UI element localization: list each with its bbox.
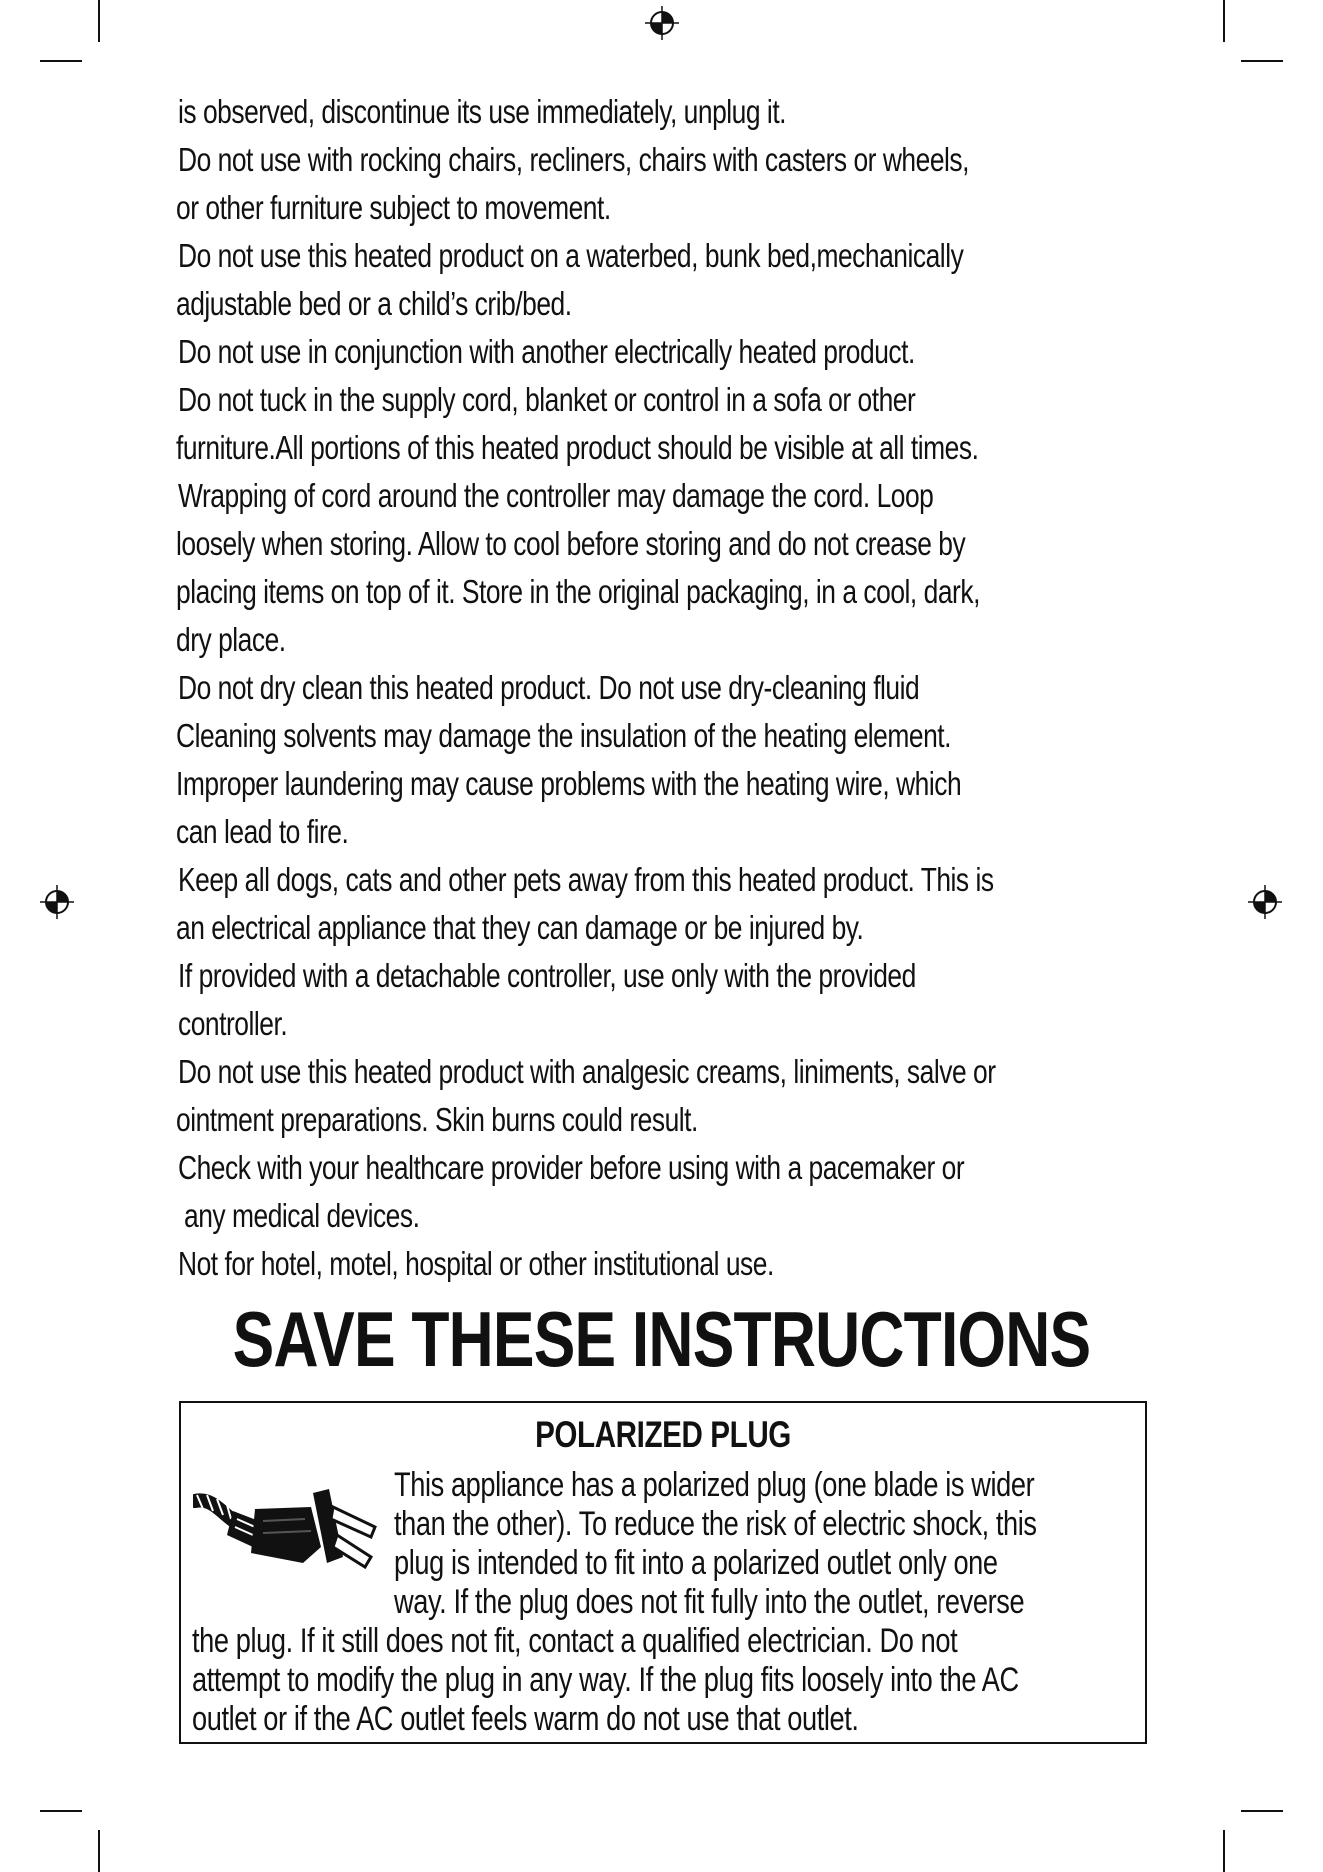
polarized-plug-text-line: the plug. If it still does not fit, contact a qualified electrician. Do not xyxy=(192,1622,958,1660)
instruction-line: Not for hotel, motel, hospital or other institutional use. xyxy=(178,1245,774,1282)
polarized-plug-text-line: attempt to modify the plug in any way. If the plug fits loosely into the AC xyxy=(192,1661,1019,1699)
instruction-line: Do not use this heated product on a waterbed, bunk bed,mechanically xyxy=(178,237,964,274)
polarized-plug-icon xyxy=(193,1471,379,1579)
crop-mark-top-left-v xyxy=(98,0,100,42)
crop-mark-bottom-right-h xyxy=(1241,1810,1283,1812)
polarized-plug-text-line: plug is intended to fit into a polarized outlet only one xyxy=(394,1544,998,1582)
instruction-line: Wrapping of cord around the controller may damage the cord. Loop xyxy=(178,477,934,514)
instruction-line: controller. xyxy=(178,1005,288,1042)
instruction-line: adjustable bed or a child’s crib/bed. xyxy=(176,285,572,322)
crop-mark-bottom-left-h xyxy=(40,1810,82,1812)
instruction-line: dry place. xyxy=(176,621,286,658)
instruction-line: ointment preparations. Skin burns could result. xyxy=(176,1101,698,1138)
instruction-line: If provided with a detachable controller, use only with the provided xyxy=(178,957,916,994)
instruction-line: Do not use this heated product with analgesic creams, liniments, salve or xyxy=(178,1053,996,1090)
instruction-line: placing items on top of it. Store in the original packaging, in a cool, dark, xyxy=(176,573,980,610)
registration-mark-icon xyxy=(645,6,679,40)
instruction-line: or other furniture subject to movement. xyxy=(176,189,611,226)
instruction-line: can lead to fire. xyxy=(176,813,349,850)
instruction-line: Improper laundering may cause problems with the heating wire, which xyxy=(176,765,962,802)
registration-mark-icon xyxy=(1248,885,1282,919)
crop-mark-bottom-left-v xyxy=(98,1830,100,1872)
instruction-line: any medical devices. xyxy=(184,1197,420,1234)
instruction-line: Do not dry clean this heated product. Do not use dry-cleaning fluid xyxy=(178,669,920,706)
instruction-line: loosely when storing. Allow to cool before storing and do not crease by xyxy=(176,525,966,562)
instruction-line: Cleaning solvents may damage the insulation of the heating element. xyxy=(176,717,952,754)
instruction-line: is observed, discontinue its use immediately, unplug it. xyxy=(178,93,787,130)
instruction-line: Do not use in conjunction with another electrically heated product. xyxy=(178,333,915,370)
polarized-plug-box xyxy=(179,1401,1147,1744)
crop-mark-top-left-h xyxy=(40,60,82,62)
polarized-plug-title: POLARIZED PLUG xyxy=(535,1414,791,1455)
crop-mark-bottom-right-v xyxy=(1223,1830,1225,1872)
instruction-line: furniture.All portions of this heated product should be visible at all times. xyxy=(176,429,979,466)
safety-instructions-list xyxy=(178,88,1158,1288)
registration-mark-icon xyxy=(40,885,74,919)
instruction-line: Do not use with rocking chairs, recliners, chairs with casters or wheels, xyxy=(178,141,970,178)
polarized-plug-text-line: way. If the plug does not fit fully into the outlet, reverse xyxy=(394,1583,1025,1621)
polarized-plug-text-line: This appliance has a polarized plug (one blade is wider xyxy=(394,1466,1035,1504)
polarized-plug-text-line: than the other). To reduce the risk of electric shock, this xyxy=(394,1505,1037,1543)
crop-mark-top-right-h xyxy=(1241,60,1283,62)
polarized-plug-text-line: outlet or if the AC outlet feels warm do not use that outlet. xyxy=(192,1700,859,1738)
instruction-line: an electrical appliance that they can damage or be injured by. xyxy=(176,909,864,946)
instruction-line: Keep all dogs, cats and other pets away from this heated product. This is xyxy=(178,861,994,898)
save-instructions-heading: SAVE THESE INSTRUCTIONS xyxy=(232,1295,1091,1383)
crop-mark-top-right-v xyxy=(1223,0,1225,42)
instruction-line: Check with your healthcare provider before using with a pacemaker or xyxy=(178,1149,965,1186)
instruction-line: Do not tuck in the supply cord, blanket or control in a sofa or other xyxy=(178,381,916,418)
